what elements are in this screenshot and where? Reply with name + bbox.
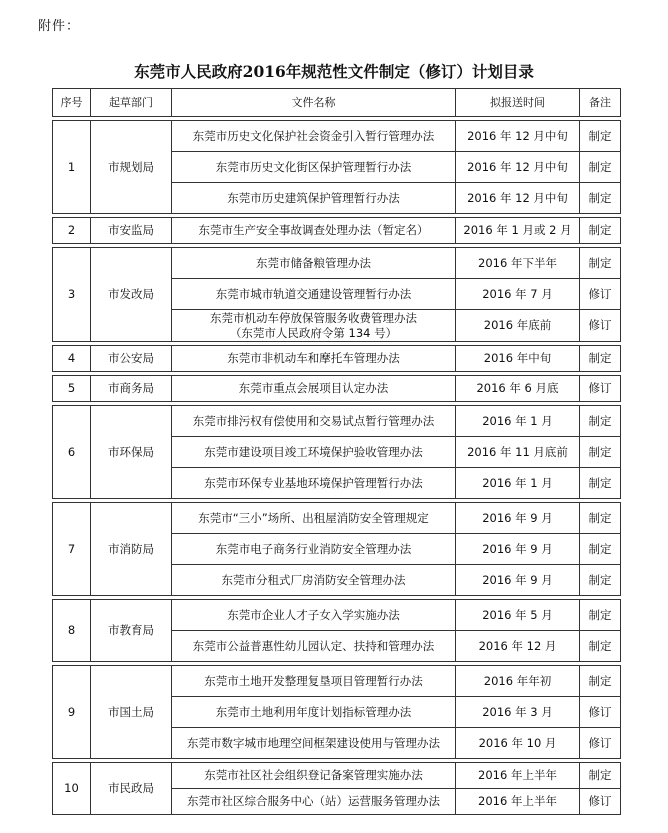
header-note: 备注 xyxy=(580,89,621,117)
header-name: 文件名称 xyxy=(172,89,456,117)
doc-note: 制定 xyxy=(580,121,621,152)
doc-date: 2016 年 1 月 xyxy=(456,406,580,437)
doc-name: 东莞市数字城市地理空间框架建设使用与管理办法 xyxy=(172,728,456,759)
doc-date: 2016 年底前 xyxy=(456,310,580,342)
doc-note: 制定 xyxy=(580,631,621,662)
doc-name: 东莞市企业人才子女入学实施办法 xyxy=(172,600,456,631)
doc-name: 东莞市历史文化街区保护管理暂行办法 xyxy=(172,152,456,183)
doc-note: 制定 xyxy=(580,406,621,437)
doc-date: 2016 年上半年 xyxy=(456,763,580,789)
plan-catalog-table xyxy=(52,88,621,815)
doc-note: 修订 xyxy=(580,310,621,342)
doc-note: 制定 xyxy=(580,152,621,183)
doc-date: 2016 年 9 月 xyxy=(456,565,580,596)
doc-note: 制定 xyxy=(580,218,621,244)
group-dept: 市安监局 xyxy=(91,218,172,244)
doc-date: 2016 年 5 月 xyxy=(456,600,580,631)
doc-date: 2016 年 9 月 xyxy=(456,503,580,534)
doc-name: 东莞市历史建筑保护管理暂行办法 xyxy=(172,183,456,214)
doc-date: 2016 年 10 月 xyxy=(456,728,580,759)
table-header-row xyxy=(53,89,621,117)
doc-note: 制定 xyxy=(580,534,621,565)
doc-name: 东莞市非机动车和摩托车管理办法 xyxy=(172,346,456,372)
doc-name: 东莞市排污权有偿使用和交易试点暂行管理办法 xyxy=(172,406,456,437)
group-dept: 市商务局 xyxy=(91,376,172,402)
doc-date: 2016 年 3 月 xyxy=(456,697,580,728)
header-dept: 起草部门 xyxy=(91,89,172,117)
group-no: 4 xyxy=(53,346,91,372)
doc-date: 2016 年 9 月 xyxy=(456,534,580,565)
doc-name: 东莞市历史文化保护社会资金引入暂行管理办法 xyxy=(172,121,456,152)
table-row xyxy=(53,763,621,789)
table-row xyxy=(53,600,621,631)
group-dept: 市公安局 xyxy=(91,346,172,372)
doc-note: 修订 xyxy=(580,376,621,402)
doc-note: 制定 xyxy=(580,468,621,499)
doc-name: 东莞市社区社会组织登记备案管理实施办法 xyxy=(172,763,456,789)
doc-date: 2016 年下半年 xyxy=(456,248,580,279)
doc-date: 2016 年 1 月或 2 月 xyxy=(456,218,580,244)
doc-note: 制定 xyxy=(580,666,621,697)
doc-date: 2016 年 11 月底前 xyxy=(456,437,580,468)
doc-date: 2016 年中旬 xyxy=(456,346,580,372)
doc-name-line-2: （东莞市人民政府令第 134 号） xyxy=(229,325,398,340)
page-title: 东莞市人民政府2016年规范性文件制定（修订）计划目录 xyxy=(134,62,534,81)
doc-date: 2016 年 6 月底 xyxy=(456,376,580,402)
doc-note: 修订 xyxy=(580,789,621,815)
doc-note: 制定 xyxy=(580,248,621,279)
doc-name-line: 东莞市机动车停放保管服务收费管理办法 xyxy=(210,310,417,325)
doc-date: 2016 年 12 月 xyxy=(456,631,580,662)
doc-note: 制定 xyxy=(580,437,621,468)
table-row xyxy=(53,376,621,402)
doc-name: 东莞市电子商务行业消防安全管理办法 xyxy=(172,534,456,565)
doc-name: 东莞市环保专业基地环境保护管理暂行办法 xyxy=(172,468,456,499)
attachment-label: 附件： xyxy=(38,19,81,34)
doc-date: 2016 年 7 月 xyxy=(456,279,580,310)
doc-name: 东莞市分租式厂房消防安全管理办法 xyxy=(172,565,456,596)
group-no: 5 xyxy=(53,376,91,402)
doc-date: 2016 年 1 月 xyxy=(456,468,580,499)
table-row xyxy=(53,346,621,372)
doc-date: 2016 年上半年 xyxy=(456,789,580,815)
group-dept: 市规划局 xyxy=(91,121,172,214)
table-row xyxy=(53,248,621,279)
group-no: 10 xyxy=(53,763,91,815)
group-no: 3 xyxy=(53,248,91,342)
group-dept: 市发改局 xyxy=(91,248,172,342)
doc-note: 修订 xyxy=(580,728,621,759)
group-dept: 市消防局 xyxy=(91,503,172,596)
table-row xyxy=(53,666,621,697)
doc-name: 东莞市储备粮管理办法 xyxy=(172,248,456,279)
doc-name: 东莞市重点会展项目认定办法 xyxy=(172,376,456,402)
doc-note: 制定 xyxy=(580,565,621,596)
doc-note: 修订 xyxy=(580,697,621,728)
doc-name: 东莞市土地开发整理复垦项目管理暂行办法 xyxy=(172,666,456,697)
group-dept: 市环保局 xyxy=(91,406,172,499)
doc-date: 2016 年 12 月中旬 xyxy=(456,152,580,183)
group-dept: 市教育局 xyxy=(91,600,172,662)
header-no: 序号 xyxy=(53,89,91,117)
doc-note: 制定 xyxy=(580,763,621,789)
doc-date: 2016 年 12 月中旬 xyxy=(456,183,580,214)
doc-name xyxy=(172,310,456,342)
group-no: 8 xyxy=(53,600,91,662)
group-no: 6 xyxy=(53,406,91,499)
doc-note: 修订 xyxy=(580,279,621,310)
group-no: 2 xyxy=(53,218,91,244)
doc-note: 制定 xyxy=(580,600,621,631)
doc-note: 制定 xyxy=(580,503,621,534)
table-row xyxy=(53,503,621,534)
group-dept: 市国土局 xyxy=(91,666,172,759)
table-row xyxy=(53,218,621,244)
doc-name: 东莞市“三小”场所、出租屋消防安全管理规定 xyxy=(172,503,456,534)
doc-date: 2016 年 12 月中旬 xyxy=(456,121,580,152)
group-dept: 市民政局 xyxy=(91,763,172,815)
group-no: 7 xyxy=(53,503,91,596)
doc-name: 东莞市公益普惠性幼儿园认定、扶持和管理办法 xyxy=(172,631,456,662)
table-row xyxy=(53,121,621,152)
doc-name: 东莞市社区综合服务中心（站）运营服务管理办法 xyxy=(172,789,456,815)
doc-note: 制定 xyxy=(580,346,621,372)
doc-name: 东莞市生产安全事故调查处理办法（暂定名） xyxy=(172,218,456,244)
doc-name: 东莞市土地利用年度计划指标管理办法 xyxy=(172,697,456,728)
doc-note: 制定 xyxy=(580,183,621,214)
table-row xyxy=(53,406,621,437)
doc-name: 东莞市建设项目竣工环境保护验收管理办法 xyxy=(172,437,456,468)
doc-date: 2016 年年初 xyxy=(456,666,580,697)
header-date: 拟报送时间 xyxy=(456,89,580,117)
group-no: 9 xyxy=(53,666,91,759)
group-no: 1 xyxy=(53,121,91,214)
doc-name: 东莞市城市轨道交通建设管理暂行办法 xyxy=(172,279,456,310)
